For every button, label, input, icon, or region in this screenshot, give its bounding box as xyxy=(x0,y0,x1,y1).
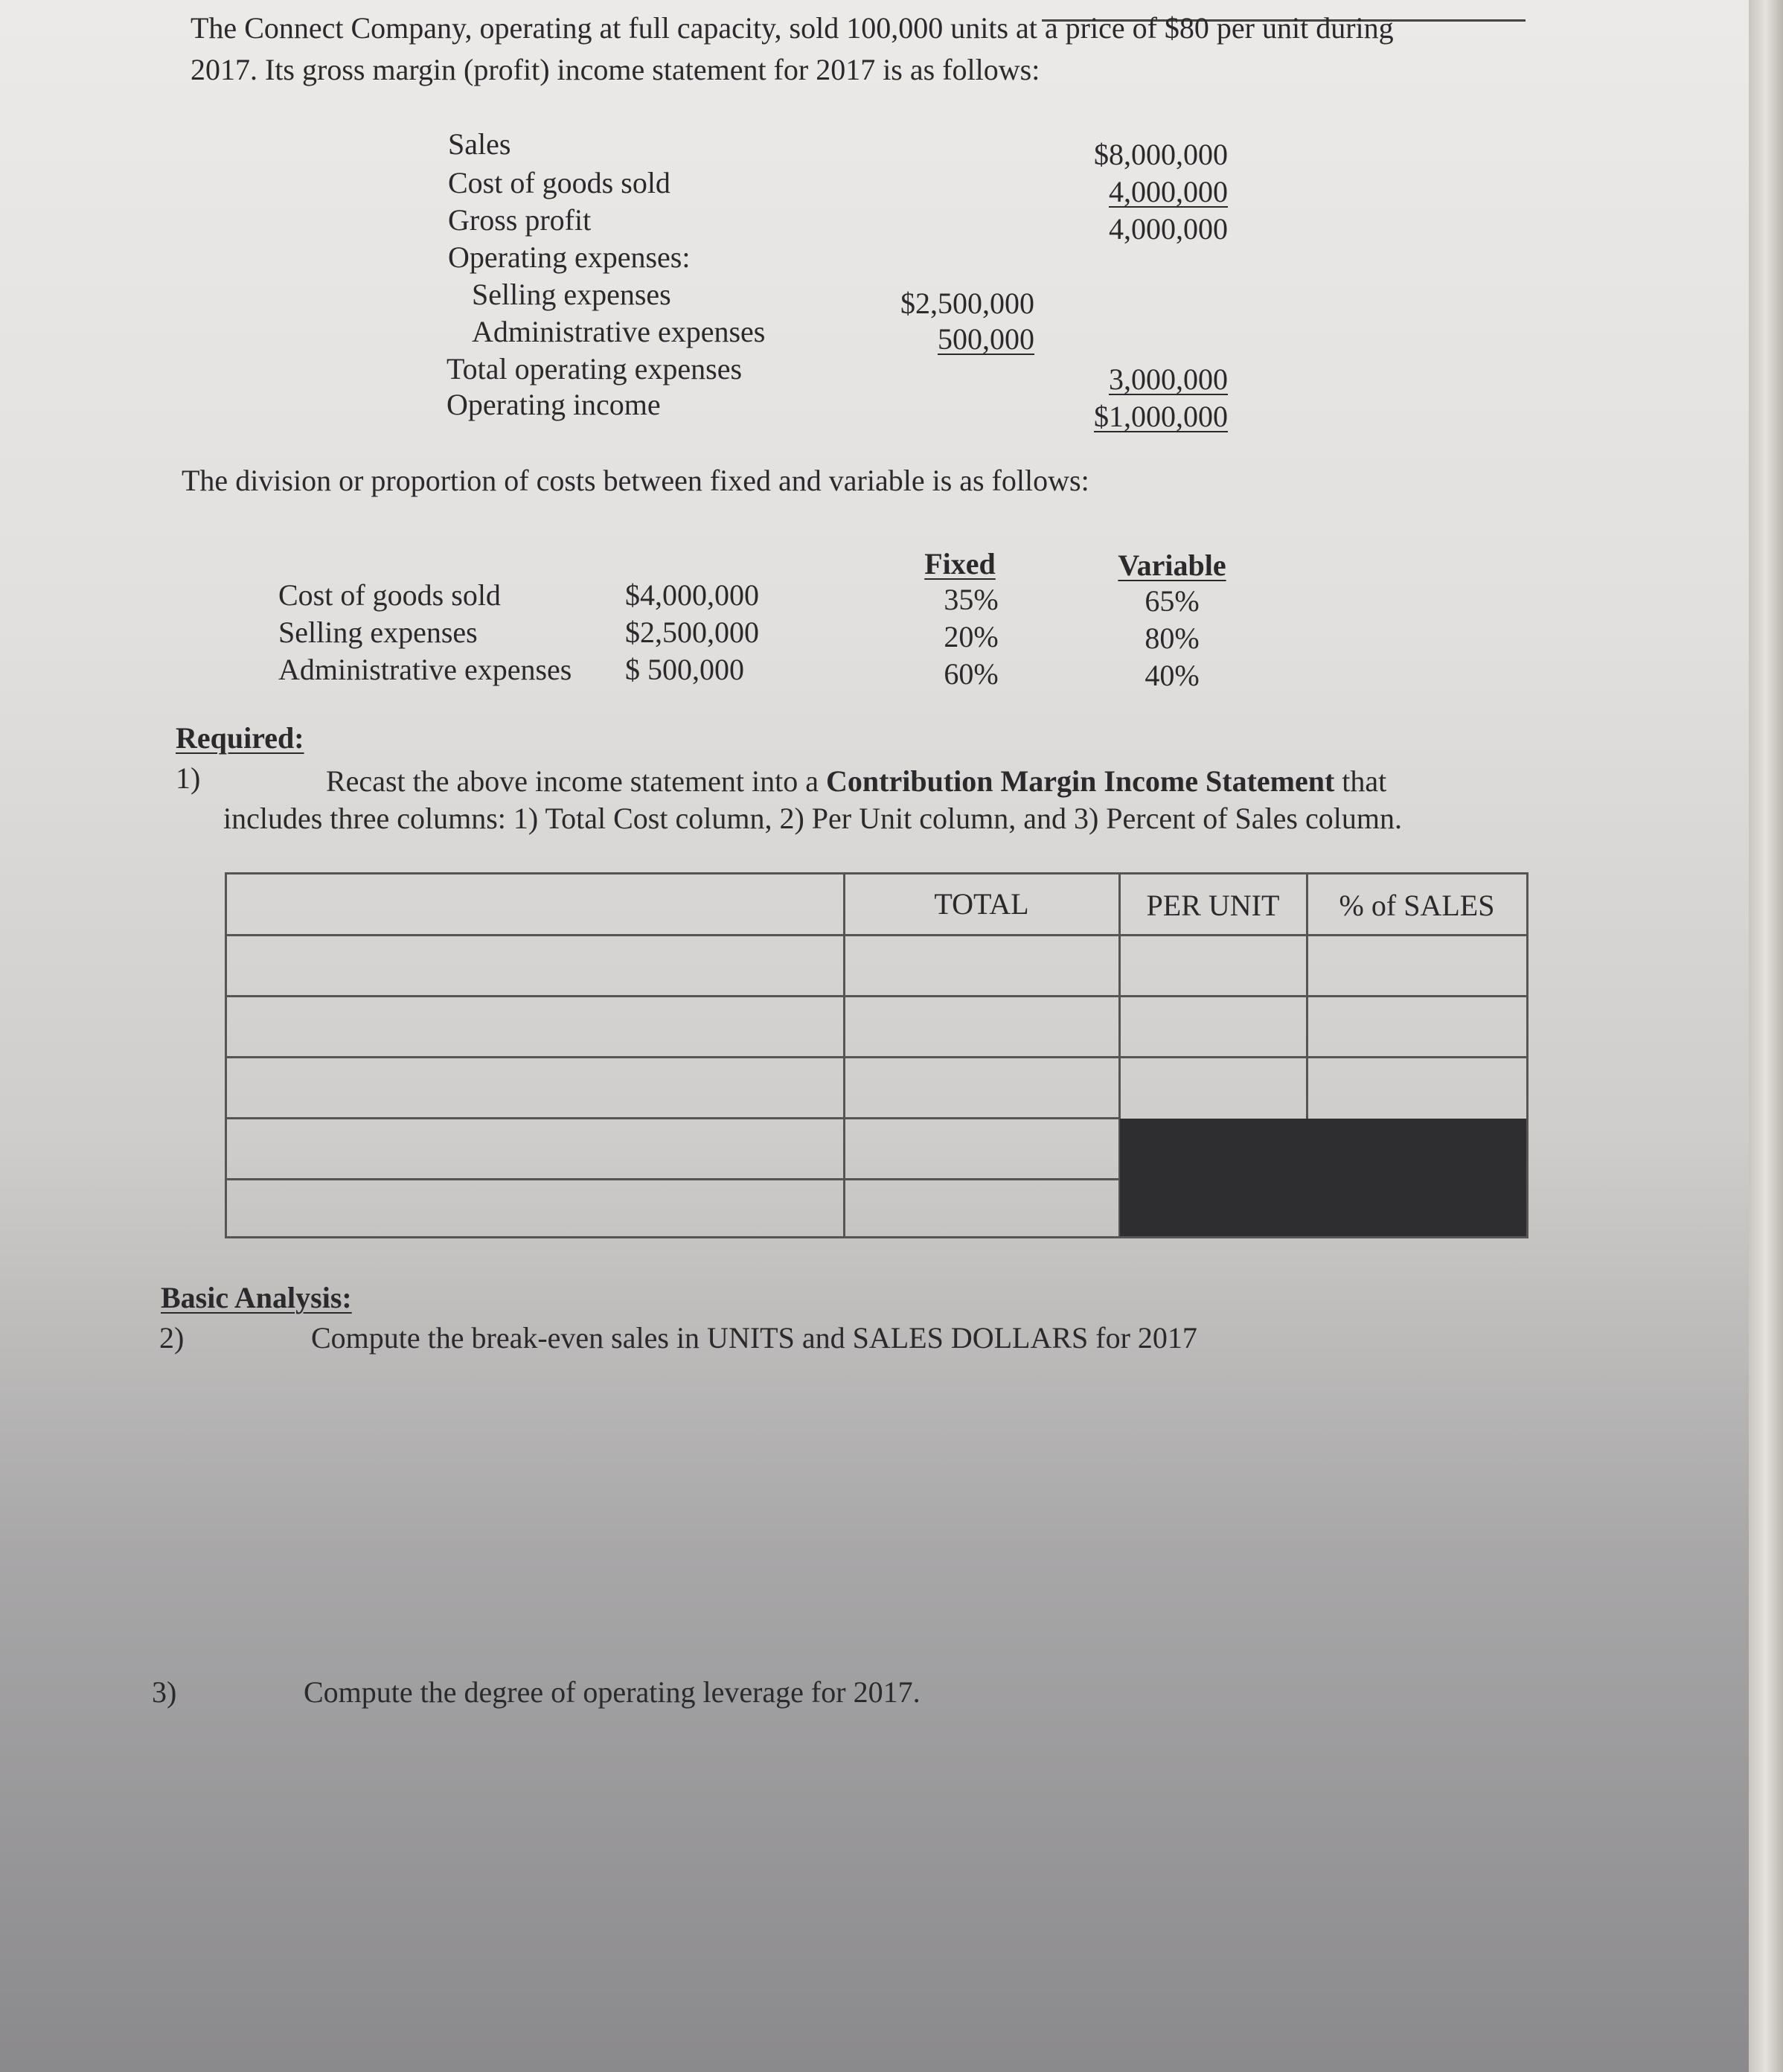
q3-text: Compute the degree of operating leverage for 2017. xyxy=(304,1675,921,1709)
total-cell[interactable] xyxy=(845,997,1118,1056)
is-label-total-opex: Total operating expenses xyxy=(446,352,743,386)
per-unit-cell[interactable] xyxy=(1121,936,1306,995)
required-number: 1) xyxy=(176,761,201,795)
total-cell[interactable] xyxy=(845,936,1118,995)
is-value-total-opex: 3,000,000 xyxy=(1109,362,1228,396)
per-unit-cell[interactable] xyxy=(1121,1058,1306,1117)
is-value-admin: 500,000 xyxy=(938,322,1034,356)
header-total: TOTAL xyxy=(934,887,1029,921)
split-fixed-cogs: 35% xyxy=(944,583,999,616)
split-variable-admin: 40% xyxy=(1145,659,1200,692)
row-label-cell[interactable] xyxy=(227,1180,843,1236)
split-fixed-admin: 60% xyxy=(944,657,999,691)
split-label-admin: Administrative expenses xyxy=(278,653,572,686)
split-variable-selling: 80% xyxy=(1145,621,1200,655)
header-per-unit: PER UNIT xyxy=(1146,889,1280,922)
shaded-cells xyxy=(1120,1119,1526,1236)
required-text-line1: Recast the above income statement into a Contribution Margin Income Statement that xyxy=(326,764,1387,798)
is-value-selling: $2,500,000 xyxy=(900,287,1034,320)
pct-sales-cell[interactable] xyxy=(1308,997,1526,1056)
pct-sales-cell[interactable] xyxy=(1308,1058,1526,1117)
required-text-line2: includes three columns: 1) Total Cost column, 2) Per Unit column, and 3) Percent of Sales column. xyxy=(223,802,1402,835)
total-cell[interactable] xyxy=(845,1180,1118,1236)
row-label-cell[interactable] xyxy=(227,1119,843,1178)
row-label-cell[interactable] xyxy=(227,1058,843,1117)
is-value-sales: $8,000,000 xyxy=(1094,138,1228,171)
row-label-cell[interactable] xyxy=(227,997,843,1056)
split-label-cogs: Cost of goods sold xyxy=(278,578,501,612)
split-fixed-selling: 20% xyxy=(944,620,999,653)
is-label-cogs: Cost of goods sold xyxy=(448,166,670,199)
is-value-operating-income: $1,000,000 xyxy=(1094,400,1228,433)
q3-number: 3) xyxy=(152,1675,177,1709)
split-amount-cogs: $4,000,000 xyxy=(625,578,759,612)
q2-text: Compute the break-even sales in UNITS and SALES DOLLARS for 2017 xyxy=(311,1321,1197,1355)
basic-analysis-heading: Basic Analysis: xyxy=(161,1281,352,1314)
is-label-admin: Administrative expenses xyxy=(472,315,766,348)
total-cell[interactable] xyxy=(845,1119,1118,1178)
total-cell[interactable] xyxy=(845,1058,1118,1117)
pct-sales-cell[interactable] xyxy=(1308,936,1526,995)
variable-header: Variable xyxy=(1118,549,1226,582)
split-variable-cogs: 65% xyxy=(1145,584,1200,618)
per-unit-cell[interactable] xyxy=(1121,997,1306,1056)
is-value-cogs: 4,000,000 xyxy=(1109,175,1228,208)
header-pct-sales: % of SALES xyxy=(1339,889,1495,922)
split-label-selling: Selling expenses xyxy=(278,615,478,649)
is-label-gross-profit: Gross profit xyxy=(448,203,592,237)
required-heading: Required: xyxy=(176,721,304,755)
fixed-header: Fixed xyxy=(924,547,996,581)
intro-line-2: 2017. Its gross margin (profit) income statement for 2017 is as follows: xyxy=(191,53,1040,86)
row-label-cell[interactable] xyxy=(227,936,843,995)
q2-number: 2) xyxy=(159,1321,185,1355)
split-amount-admin: $ 500,000 xyxy=(625,653,744,686)
intro-line-1: The Connect Company, operating at full capacity, sold 100,000 units at a price of $80 per unit during xyxy=(191,11,1394,45)
is-label-sales: Sales xyxy=(448,127,511,161)
is-label-operating-income: Operating income xyxy=(446,388,661,421)
is-label-selling: Selling expenses xyxy=(472,278,671,311)
split-amount-selling: $2,500,000 xyxy=(625,615,759,649)
paper-edge xyxy=(1749,0,1783,2072)
division-intro: The division or proportion of costs between fixed and variable is as follows: xyxy=(182,464,1089,497)
is-label-operating-expenses: Operating expenses: xyxy=(448,240,691,274)
is-value-gross-profit: 4,000,000 xyxy=(1109,212,1228,246)
contribution-margin-table xyxy=(225,872,1528,1238)
